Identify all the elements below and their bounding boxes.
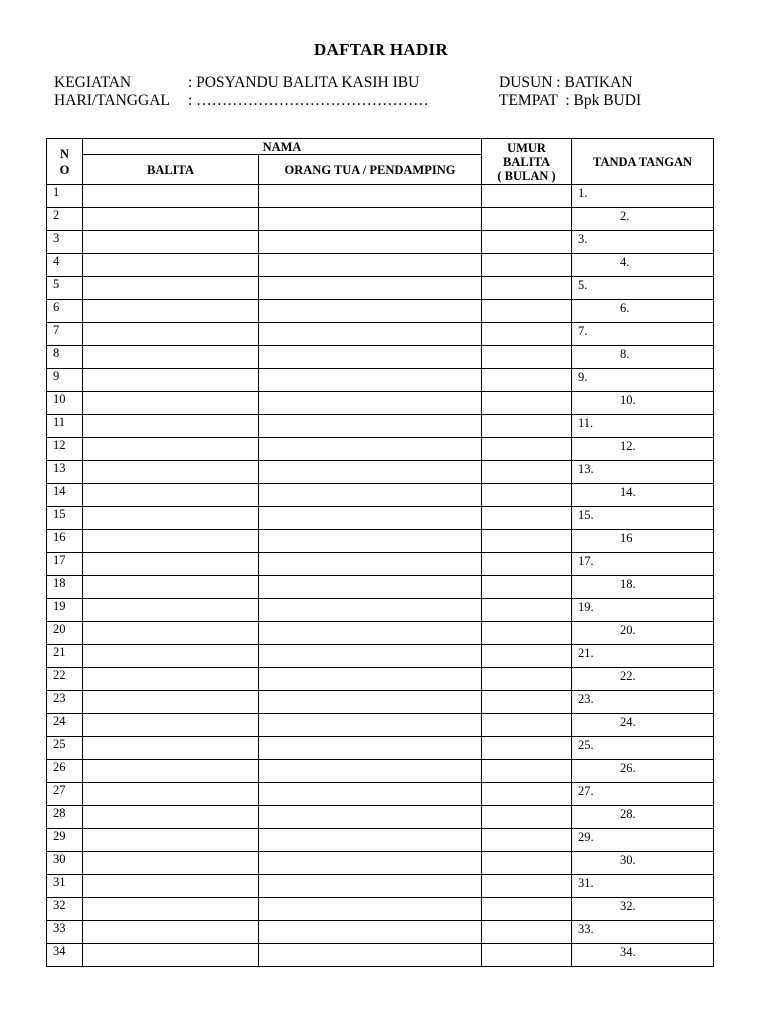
signature-cell[interactable] [572,369,714,392]
row-number: 26 [47,760,83,783]
signature-number: 29. [578,830,594,844]
signature-number: 22. [620,669,636,683]
parent-name-cell[interactable] [259,415,482,438]
signature-number: 7. [578,324,588,338]
hari-tanggal-label: HARI/TANGGAL [54,92,170,109]
table-row [47,898,714,921]
hari-tanggal-value: : ……………………………………… [188,92,429,109]
row-number: 17 [47,553,83,576]
header-no-line2: O [59,162,70,177]
row-number: 7 [47,323,83,346]
age-cell[interactable] [482,369,572,392]
table-row [47,806,714,829]
header-orang-tua: ORANG TUA / PENDAMPING [259,155,482,185]
parent-name-cell[interactable] [259,553,482,576]
age-cell[interactable] [482,898,572,921]
table-row [47,461,714,484]
table-row [47,944,714,967]
table-row [47,714,714,737]
signature-number: 17. [578,554,594,568]
balita-name-cell[interactable] [83,346,259,369]
signature-cell[interactable] [572,277,714,300]
parent-name-cell[interactable] [259,277,482,300]
signature-cell[interactable] [572,898,714,921]
attendance-table [46,138,714,967]
age-cell[interactable] [482,530,572,553]
signature-number: 15. [578,508,594,522]
parent-name-cell[interactable] [259,921,482,944]
signature-number: 12. [620,439,636,453]
row-number: 16 [47,530,83,553]
signature-number: 5. [578,278,588,292]
balita-name-cell[interactable] [83,254,259,277]
age-cell[interactable] [482,254,572,277]
balita-name-cell[interactable] [83,691,259,714]
balita-name-cell[interactable] [83,484,259,507]
signature-number: 19. [578,600,594,614]
row-number: 8 [47,346,83,369]
signature-cell[interactable] [572,484,714,507]
signature-number: 18. [620,577,636,591]
signature-number: 2. [620,209,630,223]
balita-name-cell[interactable] [83,852,259,875]
signature-number: 27. [578,784,594,798]
signature-number: 31. [578,876,594,890]
signature-cell[interactable] [572,346,714,369]
balita-name-cell[interactable] [83,576,259,599]
parent-name-cell[interactable] [259,392,482,415]
row-number: 24 [47,714,83,737]
tempat-text: TEMPAT : Bpk BUDI [499,92,642,109]
parent-name-cell[interactable] [259,829,482,852]
age-cell[interactable] [482,668,572,691]
balita-name-cell[interactable] [83,921,259,944]
row-number: 25 [47,737,83,760]
age-cell[interactable] [482,852,572,875]
signature-cell[interactable] [572,553,714,576]
age-cell[interactable] [482,829,572,852]
age-cell[interactable] [482,783,572,806]
signature-number: 23. [578,692,594,706]
signature-number: 21. [578,646,594,660]
parent-name-cell[interactable] [259,231,482,254]
age-cell[interactable] [482,944,572,967]
signature-number: 14. [620,485,636,499]
age-cell[interactable] [482,185,572,208]
header-no [47,139,83,185]
balita-name-cell[interactable] [83,622,259,645]
signature-number: 1. [578,186,588,200]
signature-cell[interactable] [572,645,714,668]
age-cell[interactable] [482,507,572,530]
table-row [47,783,714,806]
table-row [47,484,714,507]
balita-name-cell[interactable] [83,783,259,806]
parent-name-cell[interactable] [259,507,482,530]
balita-name-cell[interactable] [83,392,259,415]
header-nama: NAMA [83,139,482,155]
row-number: 33 [47,921,83,944]
parent-name-cell[interactable] [259,254,482,277]
table-row [47,691,714,714]
signature-number: 9. [578,370,588,384]
signature-cell[interactable] [572,530,714,553]
table-row [47,668,714,691]
age-cell[interactable] [482,714,572,737]
row-number: 29 [47,829,83,852]
row-number: 2 [47,208,83,231]
row-number: 27 [47,783,83,806]
age-cell[interactable] [482,645,572,668]
row-number: 13 [47,461,83,484]
row-number: 19 [47,599,83,622]
row-number: 23 [47,691,83,714]
table-row [47,852,714,875]
parent-name-cell[interactable] [259,438,482,461]
row-number: 10 [47,392,83,415]
signature-cell[interactable] [572,392,714,415]
signature-cell[interactable] [572,852,714,875]
table-row [47,208,714,231]
balita-name-cell[interactable] [83,737,259,760]
table-row [47,507,714,530]
signature-cell[interactable] [572,691,714,714]
parent-name-cell[interactable] [259,185,482,208]
signature-number: 30. [620,853,636,867]
signature-cell[interactable] [572,599,714,622]
parent-name-cell[interactable] [259,737,482,760]
signature-cell[interactable] [572,714,714,737]
balita-name-cell[interactable] [83,323,259,346]
signature-cell[interactable] [572,300,714,323]
signature-number: 34. [620,945,636,959]
signature-number: 20. [620,623,636,637]
parent-name-cell[interactable] [259,714,482,737]
signature-number: 32. [620,899,636,913]
table-row [47,576,714,599]
row-number: 15 [47,507,83,530]
table-row [47,323,714,346]
age-cell[interactable] [482,438,572,461]
signature-number: 11. [578,416,594,430]
age-cell[interactable] [482,691,572,714]
balita-name-cell[interactable] [83,461,259,484]
balita-name-cell[interactable] [83,875,259,898]
signature-cell[interactable] [572,783,714,806]
kegiatan-label: KEGIATAN [54,74,132,91]
balita-name-cell[interactable] [83,806,259,829]
table-row [47,737,714,760]
age-cell[interactable] [482,921,572,944]
header-balita: BALITA [83,155,259,185]
signature-number: 13. [578,462,594,476]
row-number: 18 [47,576,83,599]
balita-name-cell[interactable] [83,208,259,231]
signature-number: 33. [578,922,594,936]
signature-number: 3. [578,232,588,246]
age-cell[interactable] [482,875,572,898]
age-cell[interactable] [482,576,572,599]
row-number: 11 [47,415,83,438]
balita-name-cell[interactable] [83,438,259,461]
header-tanda-tangan: TANDA TANGAN [572,139,714,185]
parent-name-cell[interactable] [259,622,482,645]
signature-cell[interactable] [572,185,714,208]
signature-cell[interactable] [572,231,714,254]
balita-name-cell[interactable] [83,507,259,530]
age-cell[interactable] [482,599,572,622]
signature-cell[interactable] [572,875,714,898]
row-number: 22 [47,668,83,691]
parent-name-cell[interactable] [259,346,482,369]
table-row [47,829,714,852]
parent-name-cell[interactable] [259,576,482,599]
signature-cell[interactable] [572,208,714,231]
balita-name-cell[interactable] [83,829,259,852]
table-row [47,553,714,576]
age-cell[interactable] [482,277,572,300]
age-cell[interactable] [482,346,572,369]
balita-name-cell[interactable] [83,714,259,737]
attendance-table-body [47,185,714,967]
kegiatan-value: : POSYANDU BALITA KASIH IBU [188,74,420,91]
table-row [47,622,714,645]
age-cell[interactable] [482,392,572,415]
balita-name-cell[interactable] [83,599,259,622]
balita-name-cell[interactable] [83,300,259,323]
table-row [47,530,714,553]
signature-cell[interactable] [572,507,714,530]
age-cell[interactable] [482,484,572,507]
signature-number: 8. [620,347,630,361]
table-row [47,760,714,783]
table-row [47,346,714,369]
parent-name-cell[interactable] [259,852,482,875]
table-row [47,392,714,415]
signature-cell[interactable] [572,737,714,760]
row-number: 30 [47,852,83,875]
row-number: 1 [47,185,83,208]
signature-cell[interactable] [572,760,714,783]
balita-name-cell[interactable] [83,231,259,254]
signature-cell[interactable] [572,829,714,852]
age-cell[interactable] [482,208,572,231]
balita-name-cell[interactable] [83,645,259,668]
row-number: 3 [47,231,83,254]
document-title: DAFTAR HADIR [313,40,449,59]
table-row [47,185,714,208]
header-umur-line2: BALITA [503,154,551,169]
parent-name-cell[interactable] [259,461,482,484]
header-umur-balita [482,139,572,185]
parent-name-cell[interactable] [259,898,482,921]
balita-name-cell[interactable] [83,668,259,691]
parent-name-cell[interactable] [259,323,482,346]
signature-number: 10. [620,393,636,407]
age-cell[interactable] [482,415,572,438]
parent-name-cell[interactable] [259,369,482,392]
age-cell[interactable] [482,760,572,783]
parent-name-cell[interactable] [259,760,482,783]
signature-cell[interactable] [572,415,714,438]
row-number: 34 [47,944,83,967]
table-row [47,645,714,668]
dusun-text: DUSUN : BATIKAN [499,74,633,91]
parent-name-cell[interactable] [259,691,482,714]
balita-name-cell[interactable] [83,553,259,576]
parent-name-cell[interactable] [259,668,482,691]
table-row [47,415,714,438]
age-cell[interactable] [482,300,572,323]
age-cell[interactable] [482,622,572,645]
signature-cell[interactable] [572,438,714,461]
signature-cell[interactable] [572,944,714,967]
parent-name-cell[interactable] [259,208,482,231]
age-cell[interactable] [482,323,572,346]
balita-name-cell[interactable] [83,369,259,392]
parent-name-cell[interactable] [259,875,482,898]
row-number: 6 [47,300,83,323]
signature-number: 4. [620,255,630,269]
parent-name-cell[interactable] [259,944,482,967]
signature-cell[interactable] [572,668,714,691]
signature-cell[interactable] [572,806,714,829]
table-row [47,300,714,323]
balita-name-cell[interactable] [83,185,259,208]
signature-number: 6. [620,301,630,315]
table-row [47,438,714,461]
signature-number: 25. [578,738,594,752]
row-number: 31 [47,875,83,898]
signature-cell[interactable] [572,576,714,599]
signature-cell[interactable] [572,323,714,346]
parent-name-cell[interactable] [259,530,482,553]
row-number: 12 [47,438,83,461]
signature-number: 16 [620,531,633,545]
row-number: 5 [47,277,83,300]
age-cell[interactable] [482,806,572,829]
row-number: 9 [47,369,83,392]
balita-name-cell[interactable] [83,944,259,967]
signature-number: 24. [620,715,636,729]
table-row [47,921,714,944]
signature-number: 26. [620,761,636,775]
age-cell[interactable] [482,553,572,576]
table-row [47,875,714,898]
parent-name-cell[interactable] [259,645,482,668]
signature-cell[interactable] [572,921,714,944]
signature-number: 28. [620,807,636,821]
signature-cell[interactable] [572,461,714,484]
table-row [47,599,714,622]
signature-cell[interactable] [572,254,714,277]
age-cell[interactable] [482,461,572,484]
balita-name-cell[interactable] [83,760,259,783]
row-number: 32 [47,898,83,921]
table-row [47,254,714,277]
balita-name-cell[interactable] [83,277,259,300]
row-number: 28 [47,806,83,829]
header-umur-line1: UMUR [507,140,546,155]
table-row [47,231,714,254]
balita-name-cell[interactable] [83,415,259,438]
attendance-table-header [47,139,714,185]
parent-name-cell[interactable] [259,484,482,507]
row-number: 14 [47,484,83,507]
age-cell[interactable] [482,231,572,254]
row-number: 20 [47,622,83,645]
balita-name-cell[interactable] [83,530,259,553]
table-row [47,369,714,392]
age-cell[interactable] [482,737,572,760]
signature-cell[interactable] [572,622,714,645]
balita-name-cell[interactable] [83,898,259,921]
parent-name-cell[interactable] [259,300,482,323]
header-no-line1: N [59,146,70,161]
header-umur-line3: ( BULAN ) [497,168,556,183]
row-number: 4 [47,254,83,277]
parent-name-cell[interactable] [259,599,482,622]
parent-name-cell[interactable] [259,783,482,806]
table-row [47,277,714,300]
row-number: 21 [47,645,83,668]
parent-name-cell[interactable] [259,806,482,829]
